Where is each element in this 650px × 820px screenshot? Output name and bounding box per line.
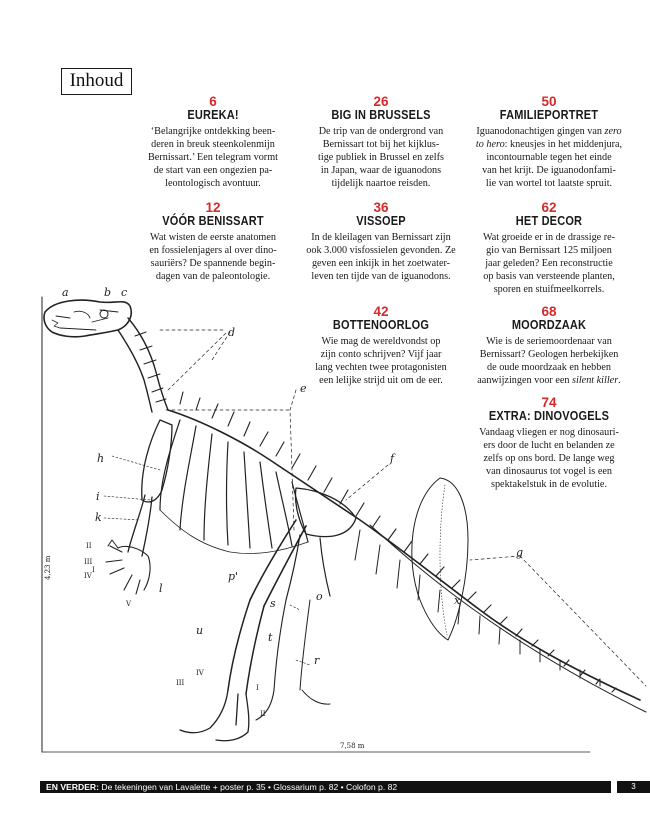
entry-title: BOTTENOORLOG bbox=[332, 318, 430, 332]
label-b: b bbox=[104, 286, 112, 299]
entry-title: VISSOEP bbox=[356, 214, 406, 228]
roman-label: II bbox=[260, 710, 266, 718]
entry-page-number: 68 bbox=[541, 304, 557, 319]
page-number: 3 bbox=[617, 781, 650, 793]
roman-label: I bbox=[92, 566, 95, 574]
roman-label: IV bbox=[196, 669, 204, 677]
label-a: a bbox=[62, 286, 69, 299]
label-t: t bbox=[268, 631, 273, 644]
roman-label: V bbox=[126, 600, 132, 608]
entry-page-number: 74 bbox=[541, 395, 557, 410]
entry-description: In de kleilagen van Bernissart zijn ook 3.000 visfossielen gevonden. Ze geven een inkijk in het zoetwater- leven ten tijde van de iguanodons. bbox=[306, 232, 456, 282]
entry-description: Iguanodonachtigen gingen van zero to hero: kneusjes in het middenjura, incontournable tegen het einde van het krijt. De iguanodonfami- lie van wortel tot laatste spruit. bbox=[475, 126, 623, 189]
label-i: i bbox=[96, 490, 100, 503]
toc-entry-familieportret[interactable] bbox=[456, 95, 642, 190]
neck-vertebrae bbox=[118, 318, 168, 412]
entry-title: BIG IN BRUSSELS bbox=[331, 108, 431, 122]
entry-title: EUREKA! bbox=[187, 108, 239, 122]
entry-page-number: 12 bbox=[205, 200, 221, 215]
femur bbox=[250, 520, 306, 606]
entry-page-number: 42 bbox=[373, 304, 389, 319]
label-g: g bbox=[516, 546, 524, 559]
label-u: u bbox=[196, 624, 204, 637]
roman-label: IV bbox=[84, 572, 92, 580]
roman-label: III bbox=[84, 558, 93, 566]
label-s: s bbox=[270, 597, 276, 610]
entry-page-number: 36 bbox=[373, 200, 389, 215]
entry-description: Wie is de seriemoordenaar van Bernissart? Geologen herbekijken de oude moordzaak en hebben aanwijzingen voor een silent killer. bbox=[477, 336, 621, 386]
footer-text: De tekeningen van Lavalette + poster p. 35 • Glossarium p. 82 • Colofon p. 82 bbox=[99, 782, 398, 792]
scale-left: 4,23 m bbox=[44, 555, 52, 580]
foot bbox=[180, 690, 249, 741]
entry-title: HET DECOR bbox=[515, 214, 583, 228]
toc-entry-big-in-brussels[interactable] bbox=[290, 95, 472, 190]
entry-description: ‘Belangrijke ontdekking been- deren in breuk steenkolenmijn Bernissart.’ Een telegram vormt de start van een ongezien pa- leontologisch avontuur. bbox=[148, 126, 278, 189]
label-c: c bbox=[121, 286, 128, 299]
label-e: e bbox=[300, 382, 307, 395]
label-l: l bbox=[159, 582, 163, 595]
hand bbox=[106, 546, 150, 594]
toc-entry-eureka[interactable] bbox=[122, 95, 304, 190]
entry-page-number: 50 bbox=[541, 94, 557, 109]
iguanodon-skeleton-illustration bbox=[0, 270, 650, 770]
footer-bar bbox=[40, 781, 611, 793]
entry-description: De trip van de ondergrond van Bernissart tot bij het kijklus- tige publiek in Brussel en zelfs in Japan, waar de iguanodons tijdelijk naartoe reisden. bbox=[318, 126, 444, 189]
label-d: d bbox=[228, 326, 236, 339]
label-k: k bbox=[95, 511, 102, 524]
label-h: h bbox=[97, 452, 105, 465]
roman-label: I bbox=[256, 684, 259, 692]
tibia bbox=[228, 600, 264, 694]
entry-title: MOORDZAAK bbox=[511, 318, 587, 332]
footer-label: EN VERDER: bbox=[46, 782, 100, 792]
entry-page-number: 6 bbox=[209, 94, 217, 109]
roman-label: III bbox=[176, 679, 185, 687]
entry-title: FAMILIEPORTRET bbox=[499, 108, 599, 122]
entry-title: EXTRA: DINOVOGELS bbox=[488, 409, 610, 423]
label-x: x bbox=[454, 594, 461, 607]
entry-title: VÓÓR BENISSART bbox=[162, 214, 264, 228]
entry-description: Wie mag de wereldvondst op zijn conto schrijven? Vijf jaar lang vechten twee protagonisten een lelijke strijd uit om de eer. bbox=[315, 336, 447, 386]
label-o: o bbox=[316, 590, 323, 603]
contents-heading: Inhoud bbox=[61, 68, 132, 95]
entry-description: Wat groeide er in de drassige re- gio van Bernissart 125 miljoen jaar geleden? Een reconstructie op basis van versteende planten, sporen en stuifmeelkorrels. bbox=[482, 232, 616, 295]
label-r: r bbox=[314, 654, 320, 667]
roman-label: II bbox=[86, 542, 92, 550]
label-p: p' bbox=[228, 570, 239, 583]
entry-page-number: 26 bbox=[373, 94, 389, 109]
entry-description: Vandaag vliegen er nog dinosauri- ers door de lucht en belanden ze zelfs op ons bord. De lange weg van dinosaurus tot vogel is een spektakelstuk in de evolutie. bbox=[479, 427, 619, 490]
leaf-outline bbox=[412, 478, 468, 640]
entry-description: Wat wisten de eerste anatomen en fossielenjagers al over dino- sauriërs? De spannende begin- dagen van de paleontologie. bbox=[149, 232, 277, 282]
label-f: f bbox=[390, 452, 395, 465]
scale-bottom: 7,58 m bbox=[340, 742, 365, 750]
entry-page-number: 62 bbox=[541, 200, 557, 215]
